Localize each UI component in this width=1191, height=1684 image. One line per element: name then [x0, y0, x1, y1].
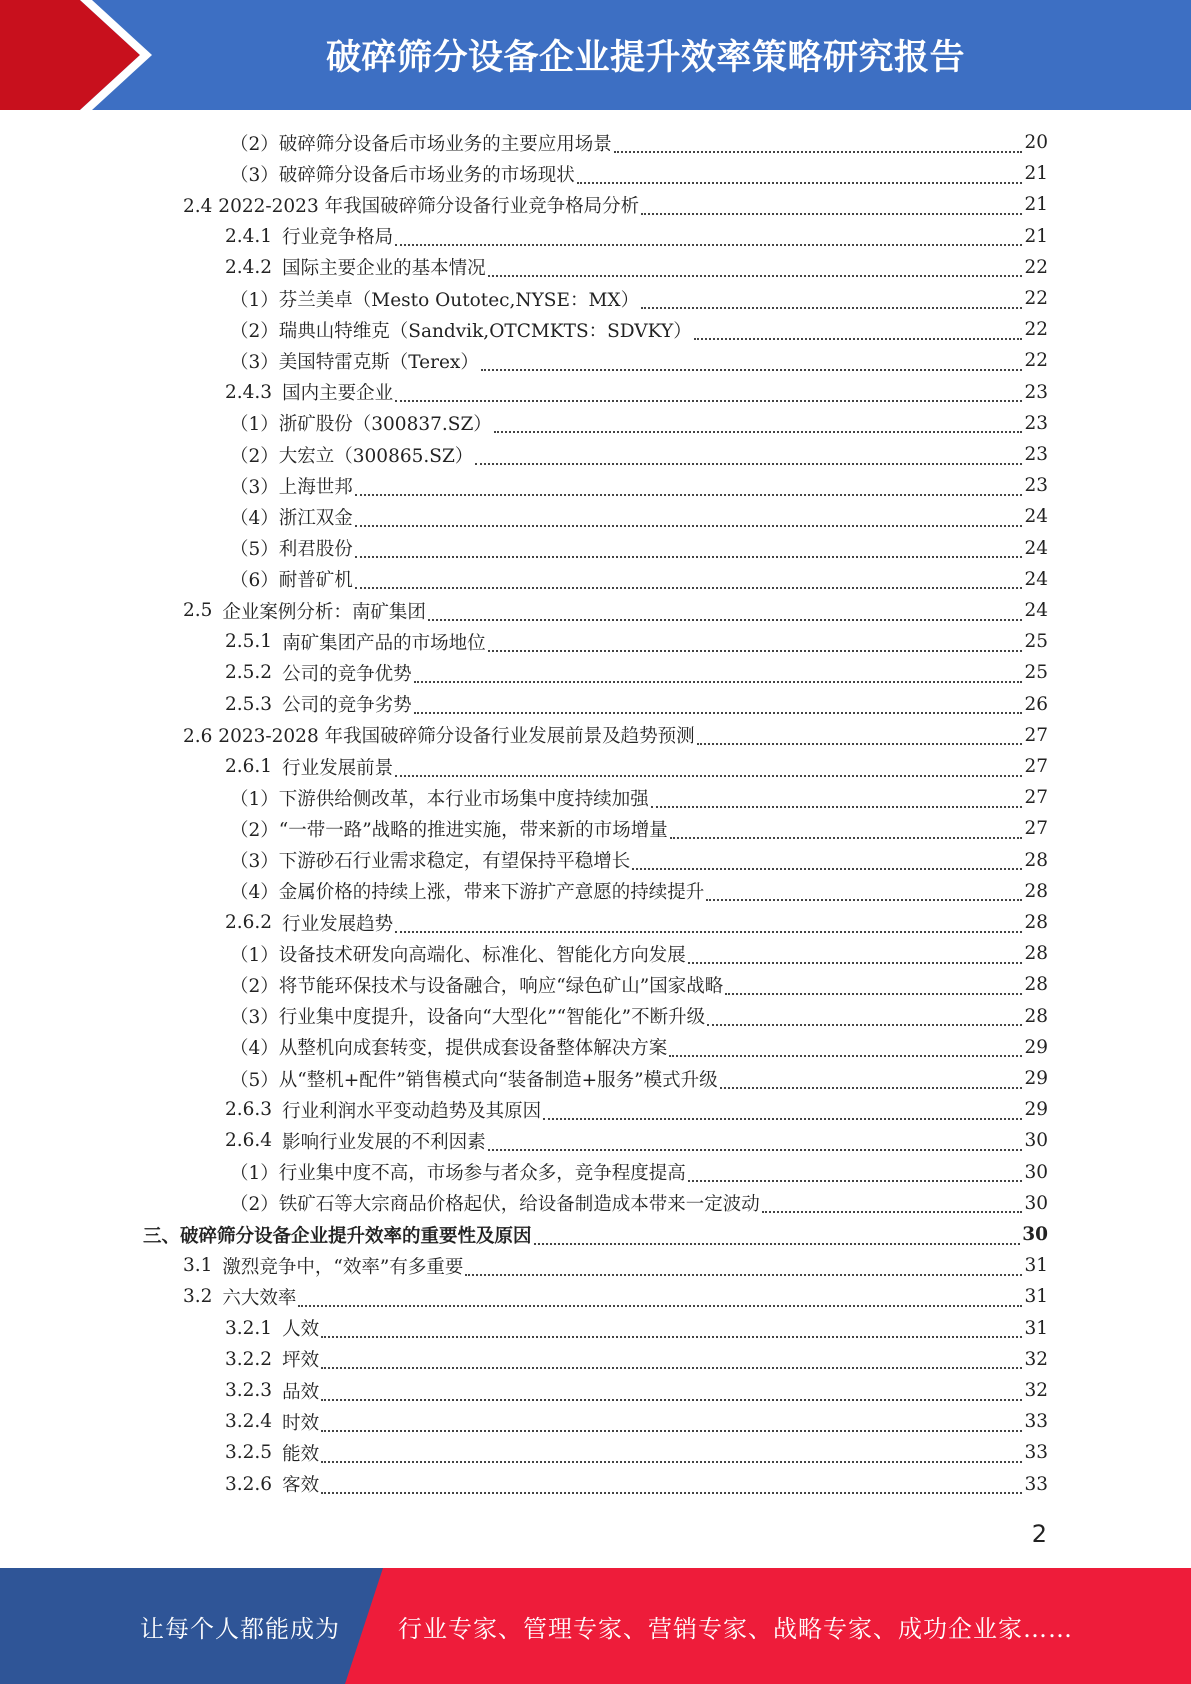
toc-entry[interactable] — [230, 127, 1048, 158]
toc-entry-page: 29 — [1024, 1068, 1048, 1089]
toc-entry-title: 行业竞争格局 — [282, 227, 394, 249]
toc-leader-dots — [543, 1118, 1022, 1120]
toc-leader-dots — [488, 275, 1023, 277]
toc-entry[interactable] — [183, 189, 1048, 220]
toc-leader-dots — [298, 1305, 1022, 1307]
toc-entry-title: 品效 — [282, 1381, 320, 1403]
toc-leader-dots — [321, 1367, 1022, 1369]
toc-entry-title: （3）上海世邦 — [230, 476, 353, 498]
toc-entry-page: 28 — [1024, 974, 1048, 996]
toc-entry-page: 31 — [1024, 1286, 1048, 1308]
toc-leader-dots — [321, 1461, 1022, 1463]
toc-entry-page: 29 — [1024, 1099, 1048, 1121]
toc-entry-page: 33 — [1024, 1442, 1048, 1464]
toc-entry-title: （4）从整机向成套转变，提供成套设备整体解决方案 — [230, 1038, 668, 1060]
toc-entry[interactable] — [225, 626, 1048, 657]
toc-entry[interactable] — [183, 1281, 1048, 1312]
toc-entry[interactable] — [225, 1094, 1048, 1125]
toc-leader-dots — [694, 338, 1023, 340]
toc-entry-number: 3.2.6 — [225, 1473, 273, 1495]
toc-entry-number: 3.2.1 — [225, 1317, 273, 1339]
page-header — [0, 0, 1191, 110]
toc-entry-page: 24 — [1024, 506, 1048, 528]
toc-leader-dots — [725, 993, 1022, 995]
toc-entry-title: 行业利润水平变动趋势及其原因 — [282, 1100, 542, 1122]
toc-leader-dots — [707, 1024, 1022, 1026]
toc-entry-title: （2）“一带一路”战略的推进实施，带来新的市场增量 — [230, 819, 668, 841]
toc-entry[interactable] — [230, 782, 1048, 813]
toc-entry[interactable] — [225, 1125, 1048, 1156]
toc-entry-page: 22 — [1024, 350, 1048, 372]
toc-entry-number: 3.2 — [183, 1286, 213, 1308]
toc-entry-title: （1）芬兰美卓（Mesto Outotec,NYSE：MX） — [230, 289, 640, 311]
toc-entry[interactable] — [183, 1250, 1048, 1281]
toc-entry-page: 23 — [1024, 381, 1048, 403]
toc-entry-page: 28 — [1024, 943, 1048, 965]
toc-leader-dots — [670, 837, 1023, 839]
toc-entry-number: 2.4.3 — [225, 381, 273, 403]
toc-entry[interactable] — [225, 1344, 1048, 1375]
toc-entry[interactable] — [183, 720, 1048, 751]
toc-entry-title: （1）浙矿股份（300837.SZ） — [230, 414, 492, 436]
toc-leader-dots — [706, 899, 1022, 901]
toc-entry[interactable] — [225, 751, 1048, 782]
toc-entry[interactable] — [230, 533, 1048, 564]
toc-entry-page: 31 — [1024, 1317, 1048, 1339]
toc-entry-title: 客效 — [282, 1475, 320, 1497]
toc-entry[interactable] — [230, 1188, 1048, 1219]
toc-entry[interactable] — [230, 938, 1048, 969]
toc-leader-dots — [688, 1180, 1023, 1182]
toc-entry-number: 2.5.1 — [225, 631, 273, 653]
toc-entry-page: 21 — [1024, 194, 1048, 216]
toc-entry-number: 3.2.5 — [225, 1442, 273, 1464]
toc-entry-number: 2.4.1 — [225, 225, 273, 247]
toc-leader-dots — [414, 681, 1023, 683]
toc-entry[interactable] — [225, 1437, 1048, 1468]
toc-entry-page: 22 — [1024, 319, 1048, 341]
toc-entry-title: 人效 — [282, 1319, 320, 1341]
toc-entry[interactable] — [225, 1375, 1048, 1406]
toc-entry[interactable] — [230, 501, 1048, 532]
toc-leader-dots — [321, 1399, 1022, 1401]
toc-leader-dots — [355, 525, 1023, 527]
toc-entry-title: （5）利君股份 — [230, 539, 353, 561]
toc-entry-number: 3.2.2 — [225, 1348, 273, 1370]
toc-entry[interactable] — [230, 1063, 1048, 1094]
toc-entry[interactable] — [230, 408, 1048, 439]
toc-entry[interactable] — [225, 1406, 1048, 1437]
toc-entry-page: 20 — [1024, 132, 1048, 153]
toc-leader-dots — [321, 1336, 1022, 1338]
toc-entry-title: （5）从“整机+配件”销售模式向“装备制造+服务”模式升级 — [230, 1069, 718, 1091]
toc-leader-dots — [488, 1149, 1023, 1151]
toc-entry-title: 2.4 2022-2023 年我国破碎筛分设备行业竞争格局分析 — [183, 195, 640, 217]
toc-entry[interactable] — [230, 969, 1048, 1000]
toc-entry[interactable] — [230, 345, 1048, 376]
toc-entry-title: （2）大宏立（300865.SZ） — [230, 445, 474, 467]
toc-entry[interactable] — [230, 876, 1048, 907]
toc-leader-dots — [475, 463, 1022, 465]
toc-leader-dots — [697, 743, 1023, 745]
toc-leader-dots — [641, 213, 1022, 215]
toc-entry[interactable] — [230, 470, 1048, 501]
toc-entry-page: 32 — [1024, 1380, 1048, 1401]
toc-entry-page: 21 — [1024, 225, 1048, 247]
toc-entry-title: 公司的竞争劣势 — [282, 695, 412, 717]
toc-entry-title: （3）美国特雷克斯（Terex） — [230, 351, 479, 373]
toc-entry-page: 32 — [1024, 1348, 1048, 1370]
toc-entry-title: 影响行业发展的不利因素 — [282, 1131, 486, 1153]
toc-entry-title: 2.6 2023-2028 年我国破碎筛分设备行业发展前景及趋势预测 — [183, 726, 695, 748]
toc-entry-title: 企业案例分析：南矿集团 — [222, 601, 426, 623]
page-number: 2 — [1031, 1520, 1047, 1548]
toc-entry[interactable] — [225, 657, 1048, 688]
toc-entry[interactable] — [230, 1001, 1048, 1032]
toc-leader-dots — [651, 806, 1023, 808]
toc-entry-page: 25 — [1024, 662, 1048, 684]
toc-entry-page: 22 — [1024, 256, 1048, 278]
toc-entry-page: 33 — [1024, 1473, 1048, 1495]
toc-entry-page: 30 — [1022, 1224, 1048, 1245]
toc-entry[interactable] — [230, 439, 1048, 470]
toc-leader-dots — [762, 1211, 1023, 1213]
toc-leader-dots — [395, 244, 1022, 246]
toc-leader-dots — [321, 1430, 1022, 1432]
toc-entry-title: （1）设备技术研发向高端化、标准化、智能化方向发展 — [230, 944, 686, 966]
toc-entry-title: 南矿集团产品的市场地位 — [282, 632, 486, 654]
toc-leader-dots — [481, 369, 1023, 371]
toc-entry-page: 29 — [1024, 1036, 1048, 1058]
toc-entry-page: 30 — [1024, 1192, 1048, 1214]
toc-leader-dots — [534, 1243, 1021, 1245]
toc-entry-number: 2.5 — [183, 600, 213, 621]
toc-entry-page: 27 — [1024, 756, 1048, 777]
toc-entry-number: 3.2.3 — [225, 1380, 273, 1401]
toc-entry-title: （6）耐普矿机 — [230, 570, 353, 592]
toc-entry-number: 3.1 — [183, 1255, 213, 1277]
toc-entry-number: 2.6.2 — [225, 912, 273, 933]
toc-entry[interactable] — [230, 158, 1048, 189]
toc-entry-title: 能效 — [282, 1443, 320, 1465]
toc-entry[interactable] — [230, 283, 1048, 314]
toc-leader-dots — [355, 556, 1023, 558]
toc-entry[interactable] — [225, 377, 1048, 408]
toc-entry[interactable] — [230, 813, 1048, 844]
toc-leader-dots — [614, 151, 1023, 153]
footer-slogan-right: 行业专家、管理专家、营销专家、战略专家、成功企业家…… — [398, 1614, 1073, 1643]
toc-entry[interactable] — [225, 252, 1048, 283]
toc-leader-dots — [355, 494, 1023, 496]
toc-entry-page: 27 — [1024, 724, 1048, 746]
toc-entry-title: 国际主要企业的基本情况 — [282, 258, 486, 280]
toc-leader-dots — [641, 307, 1022, 309]
toc-entry-number: 2.4.2 — [225, 256, 273, 278]
toc-entry-page: 27 — [1024, 818, 1048, 840]
toc-entry-title: （2）破碎筛分设备后市场业务的主要应用场景 — [230, 133, 612, 155]
toc-entry-page: 23 — [1024, 412, 1048, 434]
toc-entry-page: 33 — [1024, 1411, 1048, 1433]
toc-entry[interactable] — [225, 221, 1048, 252]
toc-leader-dots — [428, 619, 1023, 621]
toc-entry-title: （4）金属价格的持续上涨，带来下游扩产意愿的持续提升 — [230, 882, 705, 904]
header-arrow-icon — [0, 0, 160, 110]
toc-entry-page: 25 — [1024, 631, 1048, 653]
toc-entry[interactable] — [225, 907, 1048, 938]
toc-entry-number: 2.6.1 — [225, 756, 273, 777]
toc-entry-number: 2.6.4 — [225, 1130, 273, 1152]
toc-entry-page: 30 — [1024, 1130, 1048, 1152]
toc-entry[interactable] — [225, 1313, 1048, 1344]
toc-leader-dots — [465, 1274, 1022, 1276]
toc-entry-title: 六大效率 — [222, 1287, 297, 1309]
toc-leader-dots — [395, 400, 1022, 402]
toc-entry-page: 31 — [1024, 1255, 1048, 1277]
page-footer — [0, 1568, 1191, 1684]
toc-entry[interactable] — [183, 595, 1048, 626]
toc-leader-dots — [321, 1492, 1022, 1494]
toc-leader-dots — [577, 182, 1023, 184]
toc-entry-title: 坪效 — [282, 1350, 320, 1372]
toc-entry-page: 28 — [1024, 880, 1048, 902]
toc-entry-page: 28 — [1024, 912, 1048, 933]
toc-entry-title: （1）下游供给侧改革，本行业市场集中度持续加强 — [230, 788, 649, 810]
document-title: 破碎筛分设备企业提升效率策略研究报告 — [325, 38, 965, 78]
toc-entry-page: 23 — [1024, 475, 1048, 497]
toc-leader-dots — [669, 1055, 1022, 1057]
toc-entry-title: （3）行业集中度提升，设备向“大型化”“智能化”不断升级 — [230, 1007, 706, 1029]
toc-entry-title: （2）铁矿石等大宗商品价格起伏，给设备制造成本带来一定波动 — [230, 1194, 760, 1216]
toc-entry-page: 23 — [1024, 444, 1048, 465]
toc-entry-title: 三、破碎筛分设备企业提升效率的重要性及原因 — [143, 1225, 532, 1247]
toc-leader-dots — [355, 587, 1023, 589]
toc-entry-number: 3.2.4 — [225, 1411, 273, 1433]
toc-entry-title: 国内主要企业 — [282, 383, 394, 405]
toc-leader-dots — [414, 712, 1023, 714]
toc-entry[interactable] — [230, 1157, 1048, 1188]
toc-entry[interactable] — [225, 1469, 1048, 1500]
toc-entry[interactable] — [230, 845, 1048, 876]
toc-entry-title: 激烈竞争中，“效率”有多重要 — [222, 1256, 464, 1278]
toc-entry[interactable] — [230, 314, 1048, 345]
toc-entry-title: （2）瑞典山特维克（Sandvik,OTCMKTS：SDVKY） — [230, 320, 692, 342]
toc-entry-number: 2.6.3 — [225, 1099, 273, 1121]
toc-entry[interactable] — [230, 564, 1048, 595]
toc-entry-title: （3）破碎筛分设备后市场业务的市场现状 — [230, 164, 575, 186]
toc-entry-page: 22 — [1024, 288, 1048, 309]
toc-leader-dots — [395, 931, 1022, 933]
footer-slogan-left: 让每个人都能成为 — [140, 1614, 340, 1643]
toc-entry-title: 公司的竞争优势 — [282, 663, 412, 685]
toc-entry-page: 24 — [1024, 600, 1048, 621]
toc-leader-dots — [488, 650, 1023, 652]
toc-entry-page: 28 — [1024, 849, 1048, 871]
toc-entry-page: 28 — [1024, 1005, 1048, 1027]
toc-entry[interactable] — [230, 1032, 1048, 1063]
toc-entry-page: 30 — [1024, 1161, 1048, 1183]
toc-entry-page: 26 — [1024, 693, 1048, 715]
toc-entry-title: 时效 — [282, 1412, 320, 1434]
toc-entry-page: 21 — [1024, 163, 1048, 185]
toc-leader-dots — [632, 868, 1022, 870]
toc-entry-title: （2）将节能环保技术与设备融合，响应“绿色矿山”国家战略 — [230, 975, 724, 997]
toc-entry-page: 27 — [1024, 787, 1048, 809]
toc-entry-title: 行业发展前景 — [282, 757, 394, 779]
toc-entry-title: （4）浙江双金 — [230, 507, 353, 529]
toc-entry-number: 2.5.2 — [225, 662, 273, 684]
toc-leader-dots — [395, 775, 1022, 777]
toc-entry[interactable] — [225, 689, 1048, 720]
toc-entry-page: 24 — [1024, 568, 1048, 590]
toc-leader-dots — [494, 431, 1023, 433]
toc-entry-title: （3）下游砂石行业需求稳定，有望保持平稳增长 — [230, 851, 631, 873]
toc-entry[interactable] — [143, 1219, 1048, 1250]
toc-entry-title: 行业发展趋势 — [282, 913, 394, 935]
toc-entry-title: （1）行业集中度不高，市场参与者众多，竞争程度提高 — [230, 1163, 686, 1185]
toc-entry-number: 2.5.3 — [225, 693, 273, 715]
toc-leader-dots — [720, 1087, 1023, 1089]
toc-entry-page: 24 — [1024, 537, 1048, 559]
toc-leader-dots — [688, 962, 1023, 964]
